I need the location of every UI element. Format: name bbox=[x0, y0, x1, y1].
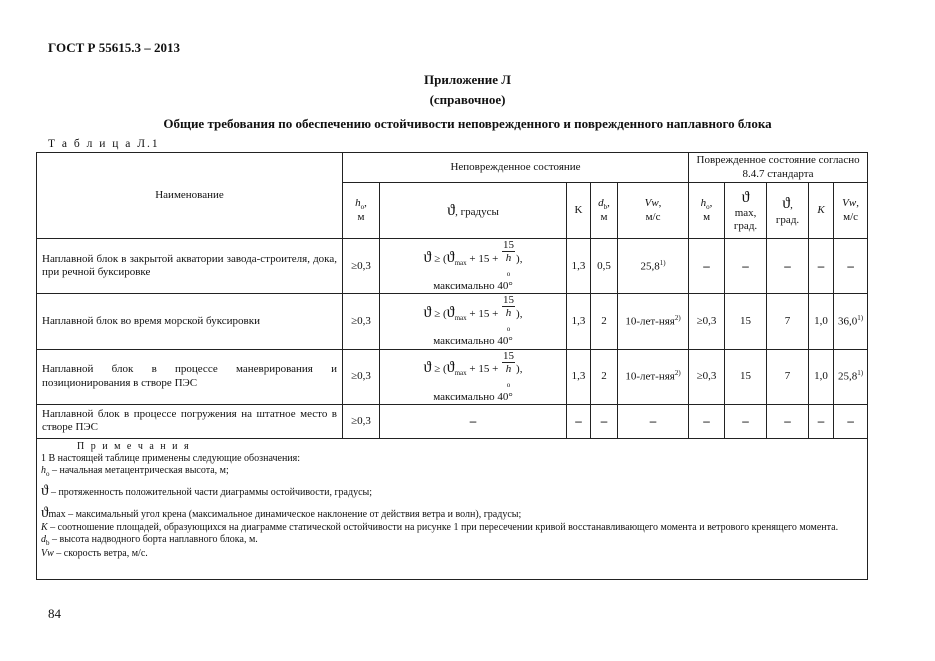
cell-d-h0: ≥0,3 bbox=[689, 349, 725, 404]
cell-h0: ≥0,3 bbox=[343, 404, 380, 438]
col-d-theta-header: ϑ, град. bbox=[767, 183, 809, 239]
table-row bbox=[37, 294, 868, 349]
cell-d-k: 1,0 bbox=[809, 349, 834, 404]
notes-row bbox=[37, 438, 868, 579]
col-d-vw-header: Vw, м/с bbox=[834, 183, 868, 239]
cell-k: – bbox=[567, 404, 591, 438]
page-number: 84 bbox=[48, 606, 61, 621]
cell-d-theta: – bbox=[767, 239, 809, 294]
table-label: Т а б л и ц а Л.1 bbox=[48, 138, 160, 150]
cell-vw: – bbox=[618, 404, 689, 438]
row-name: Наплавной блок в закрытой акватории завода-строителя, дока, при речной буксировке bbox=[37, 239, 343, 294]
cell-d-vw: 36,0$^{1)}$ bbox=[834, 294, 868, 349]
cell-d-theta: 7 bbox=[767, 294, 809, 349]
col-k-header: K bbox=[567, 183, 591, 239]
cell-db: – bbox=[591, 404, 618, 438]
cell-h0: ≥0,3 bbox=[343, 349, 380, 404]
cell-d-theta: 7 bbox=[767, 349, 809, 404]
section-title: Общие требования по обеспечению остойчивости неповрежденного и поврежденного наплавного блока bbox=[163, 116, 772, 131]
cell-k: 1,3 bbox=[567, 294, 591, 349]
notes-line-k: K – соотношение площадей, образующихся на диаграмме статической остойчивости на рисунке 1 при пересечении кривой восстанавливающего момента и ветрового кренящего момента. bbox=[41, 522, 839, 534]
notes-line-theta: ϑ – протяженность положительной части диаграммы остойчивости, градусы; bbox=[41, 483, 373, 500]
table-row bbox=[37, 404, 868, 438]
damaged-group-header: Поврежденное состояние согласно 8.4.7 стандарта bbox=[689, 153, 868, 183]
notes-line-db: $d_b$ – высота надводного борта наплавного блока, м. bbox=[41, 534, 258, 548]
table-notes bbox=[37, 438, 868, 579]
cell-d-vw: – bbox=[834, 239, 868, 294]
notes-line-intro: 1 В настоящей таблице применены следующие обозначения: bbox=[41, 452, 301, 464]
cell-d-k: – bbox=[809, 239, 834, 294]
cell-d-thetamax: 15 bbox=[725, 294, 767, 349]
cell-db: 2 bbox=[591, 349, 618, 404]
cell-d-vw: 25,8$^{1)}$ bbox=[834, 349, 868, 404]
cell-h0: ≥0,3 bbox=[343, 294, 380, 349]
col-d-thetamax-header: ϑ max, град. bbox=[725, 183, 767, 239]
cell-k: 1,3 bbox=[567, 239, 591, 294]
notes-line-h0: $h_o$ – начальная метацентрическая высота, м; bbox=[41, 464, 229, 478]
cell-theta: – bbox=[380, 404, 567, 438]
cell-d-vw: – bbox=[834, 404, 868, 438]
cell-d-k: 1,0 bbox=[809, 294, 834, 349]
cell-d-k: – bbox=[809, 404, 834, 438]
cell-d-h0: ≥0,3 bbox=[689, 294, 725, 349]
cell-d-theta: – bbox=[767, 404, 809, 438]
cell-h0: ≥0,3 bbox=[343, 239, 380, 294]
cell-theta-formula: $ϑ \ge (ϑ_{max} + 15$ + 15 h $_o$ ), максимально 40° bbox=[380, 349, 567, 404]
notes-title: П р и м е ч а н и я bbox=[77, 440, 191, 452]
table-row bbox=[37, 349, 868, 404]
cell-vw: 10-лет-няя$^{2)}$ bbox=[618, 349, 689, 404]
appendix-type: (справочное) bbox=[429, 92, 506, 107]
appendix-title: Приложение Л bbox=[423, 72, 511, 87]
cell-k: 1,3 bbox=[567, 349, 591, 404]
cell-db: 2 bbox=[591, 294, 618, 349]
cell-theta-formula: $ϑ \ge (ϑ_{max} + 15$ + 15 h $_o$ ), максимально 40° bbox=[380, 239, 567, 294]
cell-d-thetamax: – bbox=[725, 404, 767, 438]
table-header-row bbox=[37, 153, 868, 183]
col-d-k-header: K bbox=[809, 183, 834, 239]
intact-group-header: Неповрежденное состояние bbox=[343, 153, 689, 183]
col-db-header: $d_b$, м bbox=[591, 183, 618, 239]
cell-d-thetamax: 15 bbox=[725, 349, 767, 404]
row-name: Наплавной блок в процессе погружения на штатное место в створе ПЭС bbox=[37, 404, 343, 438]
document-header: ГОСТ Р 55615.3 – 2013 bbox=[48, 40, 180, 55]
notes-line-vw: Vw – скорость ветра, м/с. bbox=[41, 547, 148, 559]
row-name: Наплавной блок в процессе маневрирования и позиционирования в створе ПЭС bbox=[37, 349, 343, 404]
cell-vw: 10-лет-няя$^{2)}$ bbox=[618, 294, 689, 349]
cell-vw: 25,8$^{1)}$ bbox=[618, 239, 689, 294]
cell-d-h0: – bbox=[689, 239, 725, 294]
cell-d-thetamax: – bbox=[725, 239, 767, 294]
table-row bbox=[37, 239, 868, 294]
col-theta-header: ϑ, градусы bbox=[380, 183, 567, 239]
cell-d-h0: – bbox=[689, 404, 725, 438]
row-name: Наплавной блок во время морской буксировки bbox=[37, 294, 343, 349]
col-d-h0-header: $h_o$, м bbox=[689, 183, 725, 239]
col-h0-header: $h_o$, м bbox=[343, 183, 380, 239]
stability-table bbox=[36, 152, 868, 580]
col-name-header: Наименование bbox=[37, 153, 343, 239]
notes-line-thetamax: ϑmax – максимальный угол крена (максимальное динамическое наклонение от действия ветра и волн), градусы; bbox=[41, 505, 522, 522]
cell-db: 0,5 bbox=[591, 239, 618, 294]
cell-theta-formula: $ϑ \ge (ϑ_{max} + 15$ + 15 h $_o$ ), максимально 40° bbox=[380, 294, 567, 349]
col-vw-header: Vw, м/с bbox=[618, 183, 689, 239]
